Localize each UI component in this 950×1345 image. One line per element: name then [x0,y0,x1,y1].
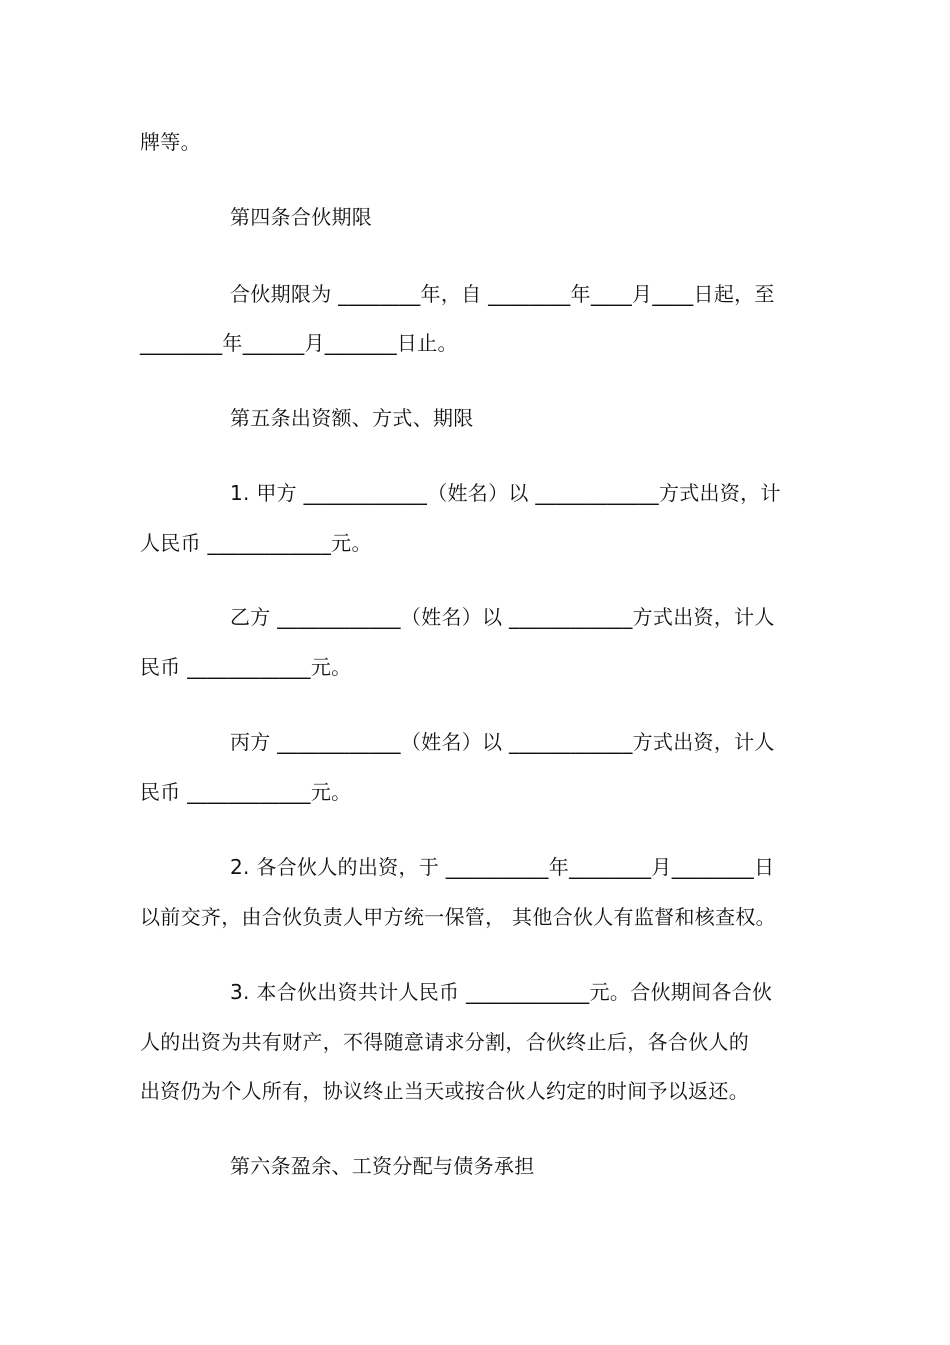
clause-2-line-1: 2. 各合伙人的出资，于 __________年________月________日 [230,855,775,879]
article-4-text-line-2: ________年______月_______日止。 [140,331,458,355]
clause-3-line-1: 3. 本合伙出资共计人民币 ____________元。合伙期间各合伙 [230,980,773,1004]
party-b-line-1: 乙方 ____________（姓名）以 ____________方式出资，计人 [230,605,775,629]
party-a-line-2: 人民币 ____________元。 [140,531,372,555]
party-c-line-1: 丙方 ____________（姓名）以 ____________方式出资，计人 [230,730,775,754]
party-b-line-2: 民币 ____________元。 [140,655,352,679]
party-a-line-1: 1. 甲方 ____________（姓名）以 ____________方式出资，计 [230,481,781,505]
clause-2-line-2: 以前交齐，由合伙负责人甲方统一保管， 其他合伙人有监督和核查权。 [140,905,776,929]
clause-3-line-2: 人的出资为共有财产，不得随意请求分割，合伙终止后，各合伙人的 [140,1030,749,1054]
article-5-heading: 第五条出资额、方式、期限 [230,406,474,430]
text-line-continuation: 牌等。 [140,130,201,154]
article-6-heading: 第六条盈余、工资分配与债务承担 [230,1154,535,1178]
article-4-text-line-1: 合伙期限为 ________年，自 ________年____月____日起，至 [230,282,775,306]
article-4-heading: 第四条合伙期限 [230,205,373,229]
clause-3-line-3: 出资仍为个人所有，协议终止当天或按合伙人约定的时间予以返还。 [140,1079,749,1103]
party-c-line-2: 民币 ____________元。 [140,780,352,804]
